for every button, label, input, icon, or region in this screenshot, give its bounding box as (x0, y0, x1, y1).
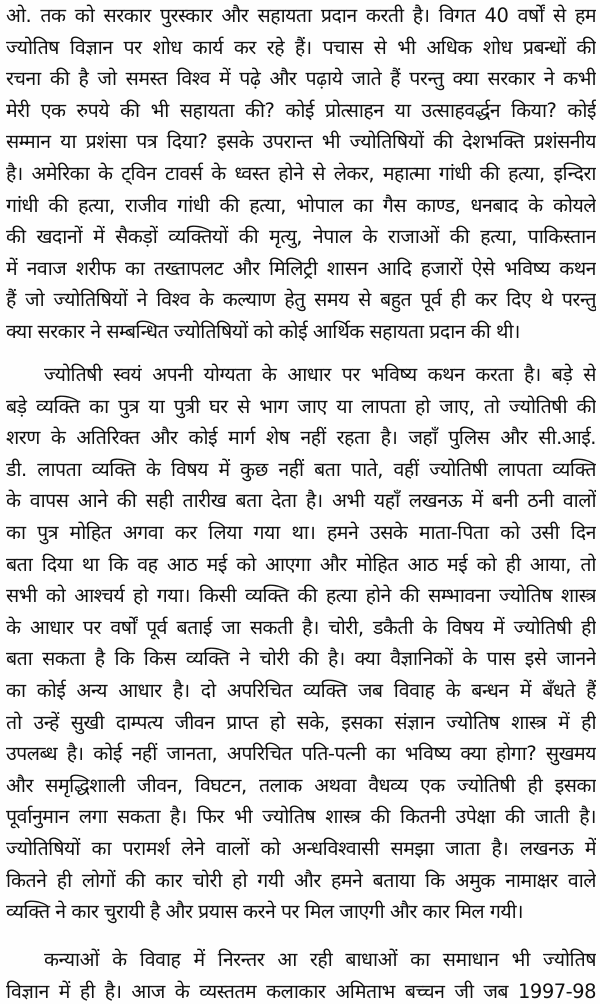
text-line: सम्मान या प्रशंसा पत्र दिया? इसके उपरान्त भी ज्योतिषियों की देशभक्ति प्रशंसनीय (6, 130, 596, 154)
text-line: ज्योतिष विज्ञान पर शोध कार्य कर रहे हैं। पचास से भी अधिक शोध प्रबन्धों की (6, 35, 596, 59)
text-line: ज्योतिषियों का परामर्श लेने वालों को अन्धविश्वासी समझा जाता है। लखनऊ में (6, 836, 596, 860)
text-line: कन्याओं के विवाह में निरन्तर आ रही बाधाओं का समाधान भी ज्योतिष (44, 948, 596, 971)
text-line: बता सकता है कि किस व्यक्ति ने चोरी की है। क्या वैज्ञानिकों के पास इसे जानने (6, 647, 596, 671)
paragraph-marriage-obstacles (6, 944, 596, 1004)
text-line: हैं जो ज्योतिषियों ने विश्व के कल्याण हेतु समय से बहुत पूर्व ही कर दिए थे परन्तु (6, 288, 596, 312)
text-line: ज्योतिषी स्वयं अपनी योग्यता के आधार पर भविष्य कथन करता है। बड़े से (44, 363, 596, 386)
text-line: व्यक्ति ने कार चुरायी है और प्रयास करने पर मिल जाएगी और कार मिल गयी। (6, 900, 524, 924)
text-line: पूर्वानुमान लगा सकता है। फिर भी ज्योतिष शास्त्र की कितनी उपेक्षा की जाती है। (6, 805, 596, 829)
text-line: में नवाज शरीफ का तख्तापलट और मिलिट्री शासन आदि हजारों ऐसे भविष्य कथन (6, 256, 596, 280)
text-line: सभी को आश्चर्य हो गया। किसी व्यक्ति की हत्या होने की सम्भावना ज्योतिष शास्त्र (6, 584, 596, 608)
text-line: है। अमेरिका के ट्विन टावर्स के ध्वस्त होने से लेकर, महात्मा गांधी की हत्या, इन्दिरा (6, 161, 596, 185)
text-line: के आधार पर वर्षों पूर्व बताई जा सकती है। चोरी, डकैती के विषय में ज्योतिषी ही (6, 615, 596, 639)
text-line: का कोई अन्य आधार है। दो अपरिचित व्यक्ति जब विवाह के बन्धन में बँधते हैं (6, 678, 596, 702)
text-line: गांधी की हत्या, राजीव गांधी की हत्या, भोपाल का गैस काण्ड, धनबाद के कोयले (6, 193, 596, 217)
text-line: बता दिया था कि वह आठ मई को आएगा और मोहित आठ मई को ही आया, तो (6, 552, 596, 576)
text-line: मेरी एक रुपये की भी सहायता की? कोई प्रोत्साहन या उत्साहवर्द्धन किया? कोई (6, 98, 596, 122)
text-line: उपलब्ध है। कोई नहीं जानता, अपरिचित पति-पत्नी का भविष्य क्या होगा? सुखमय (6, 742, 596, 766)
text-line: कितने ही लोगों की कार चोरी हो गयी और हमने बताया कि अमुक नामाक्षर वाले (6, 868, 596, 892)
text-line: शरण के अतिरिक्त और कोई मार्ग शेष नहीं रहता है। जहाँ पुलिस और सी.आई. (6, 426, 596, 450)
paragraph-government-support (6, 0, 596, 348)
paragraph-astrologer-ability (6, 359, 596, 928)
text-line: का पुत्र मोहित अगवा कर लिया गया था। हमने उसके माता-पिता को उसी दिन (6, 520, 596, 544)
text-line: डी. लापता व्यक्ति के विषय में कुछ नहीं बता पाते, वहीं ज्योतिषी लापता व्यक्ति (6, 457, 596, 481)
text-line: बड़े व्यक्ति का पुत्र या पुत्री घर से भाग जाए या लापता हो जाए, तो ज्योतिषी की (6, 394, 596, 418)
text-line: ओ. तक को सरकार पुरस्कार और सहायता प्रदान करती है। विगत 40 वर्षों से हम (6, 4, 596, 27)
text-line: तो उन्हें सुखी दाम्पत्य जीवन प्राप्त हो सके, इसका संज्ञान ज्योतिष शास्त्र में ही (6, 710, 596, 734)
text-line: रचना की है जो समस्त विश्व में पढ़े और पढ़ाये जाते हैं परन्तु क्या सरकार ने कभी (6, 67, 596, 91)
text-line: विज्ञान में ही है। आज के व्यस्ततम कलाकार अमिताभ बच्चन जी जब 1997-98 (6, 979, 596, 1003)
text-line: क्या सरकार ने सम्बन्धित ज्योतिषियों को कोई आर्थिक सहायता प्रदान की थी। (6, 319, 520, 343)
text-line: के वापस आने की सही तारीख बता देता है। अभी यहाँ लखनऊ में बनी ठनी वालों (6, 489, 596, 513)
text-line: की खदानों में सैकड़ों व्यक्तियों की मृत्यु, नेपाल के राजाओं की हत्या, पाकिस्तान (6, 225, 596, 249)
text-line: और समृद्धिशाली जीवन, विघटन, तलाक अथवा वैधव्य एक ज्योतिषी ही इसका (6, 773, 596, 797)
